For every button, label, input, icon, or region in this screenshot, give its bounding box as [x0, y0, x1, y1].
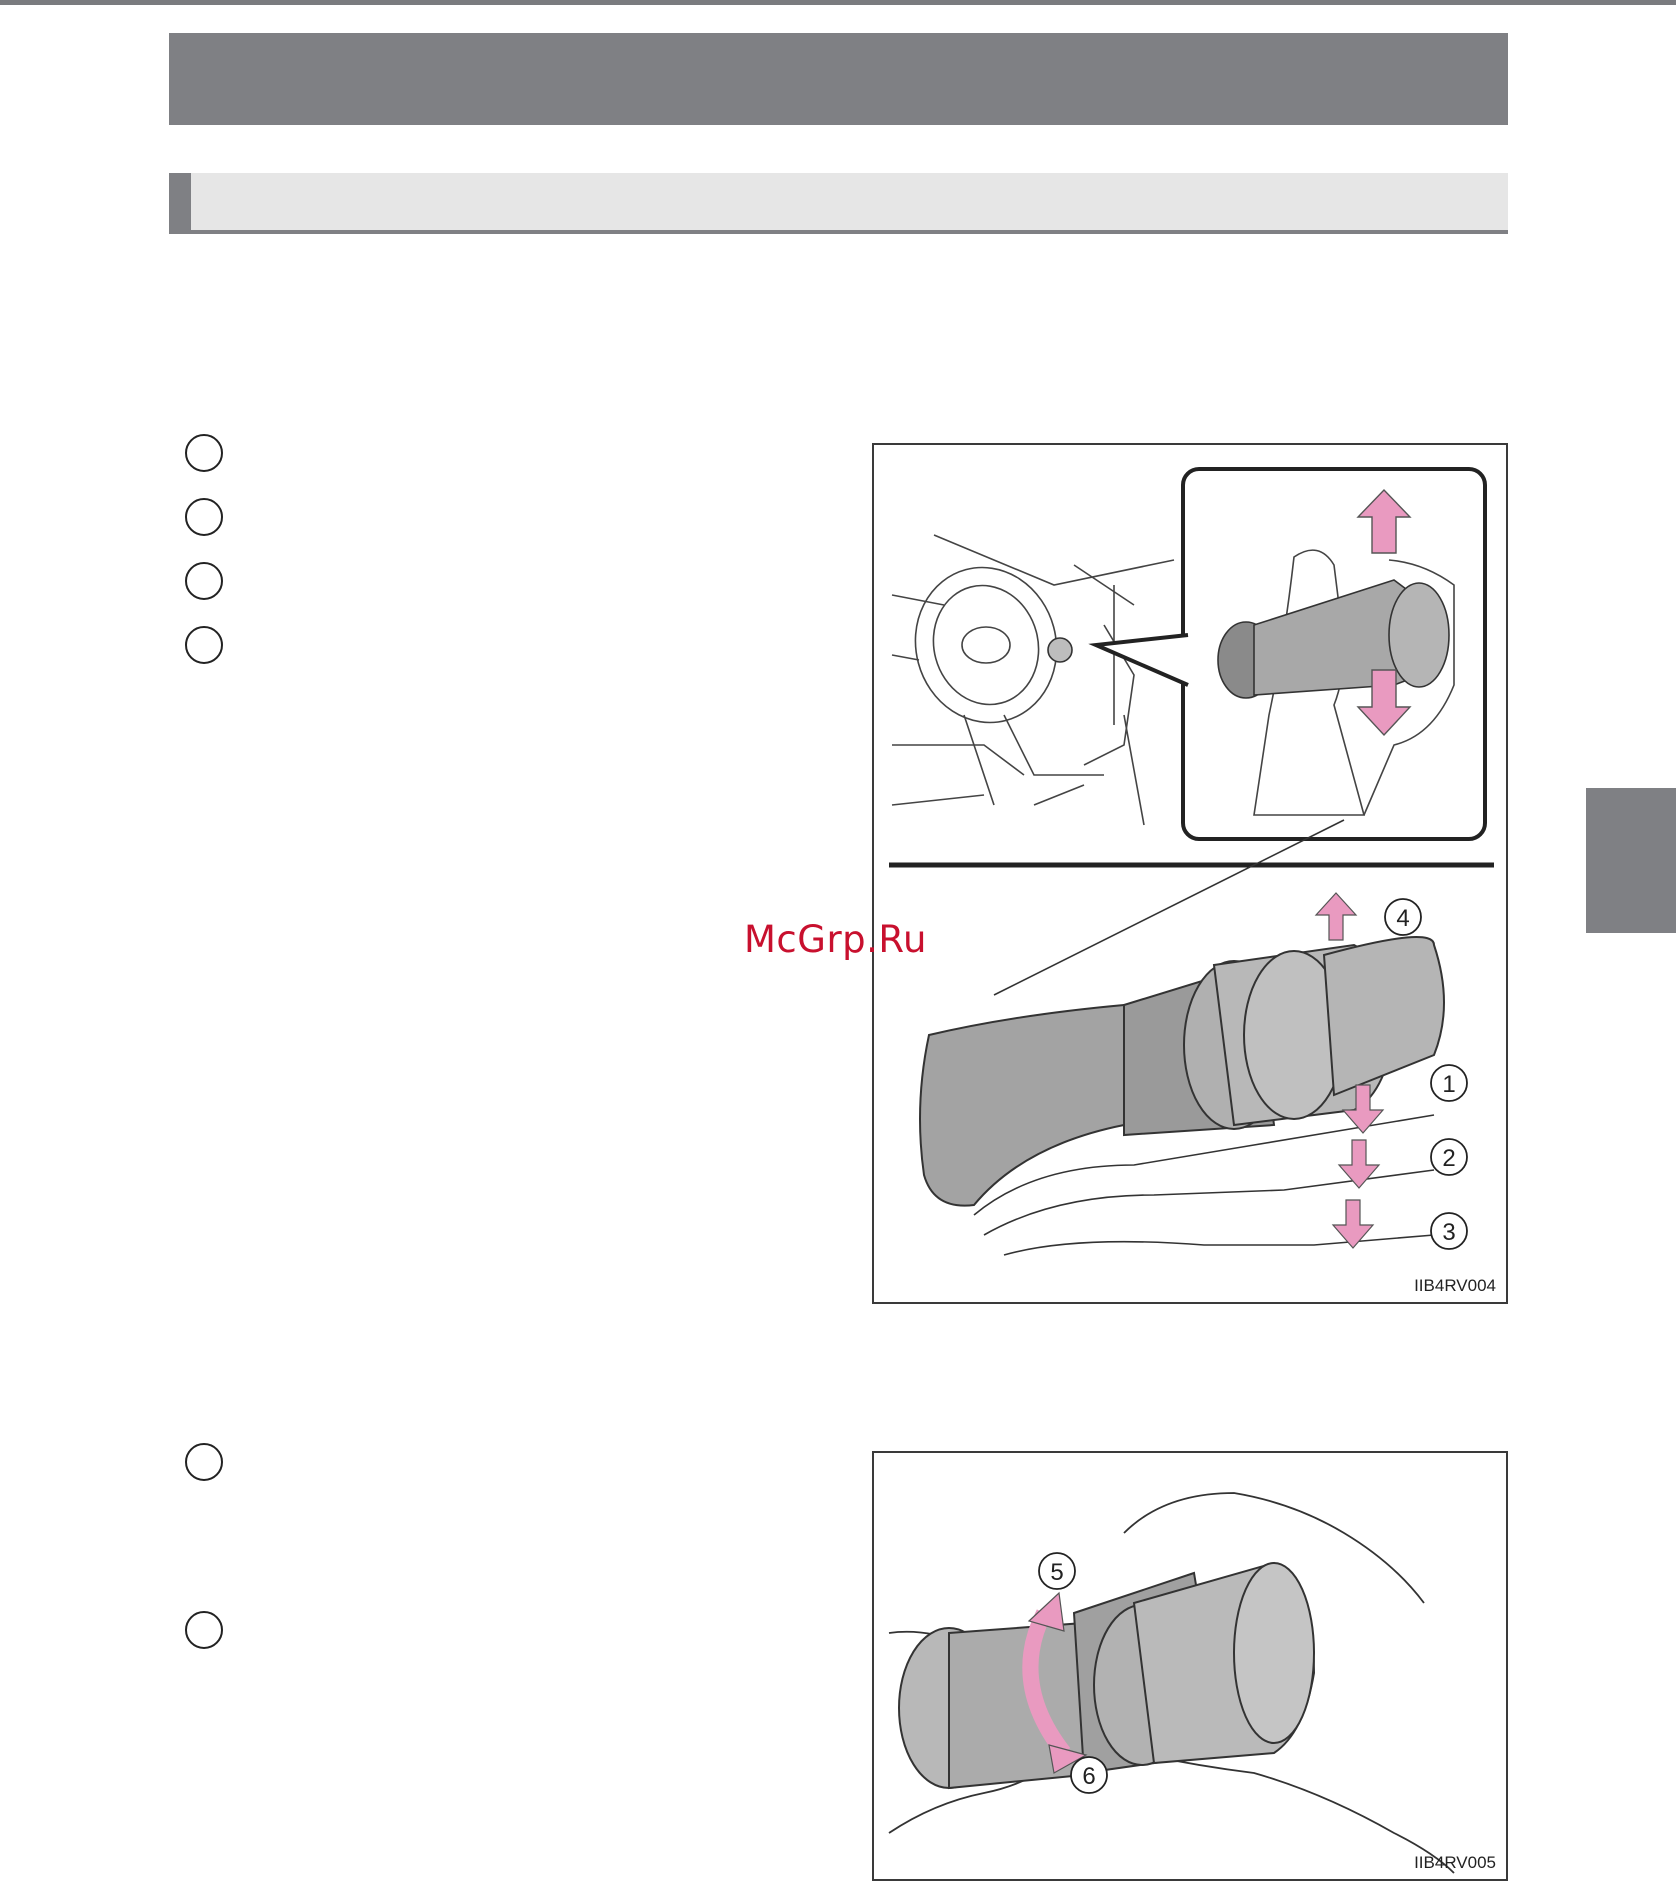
watermark: McGrp.Ru	[744, 918, 927, 961]
wiper-ring-illustration	[874, 1453, 1510, 1883]
car-interior-sketch	[892, 535, 1174, 825]
step-label-3: 3	[1442, 1219, 1456, 1246]
figure-code-2: IIB4RV005	[1414, 1853, 1496, 1872]
list-marker-3	[185, 562, 223, 600]
wiper-lever-illustration	[874, 445, 1510, 1306]
figure-wiper-ring-rotation	[872, 1451, 1508, 1881]
list-marker-5	[185, 1443, 223, 1481]
list-marker-4	[185, 626, 223, 664]
list-marker-2	[185, 498, 223, 536]
step-label-2: 2	[1442, 1145, 1456, 1172]
top-rule	[0, 0, 1676, 5]
section-heading-bar	[169, 173, 1508, 234]
section-heading-accent	[169, 173, 191, 230]
step-label-5: 5	[1050, 1559, 1064, 1586]
step-label-6: 6	[1082, 1763, 1096, 1790]
step-label-1: 1	[1442, 1071, 1456, 1098]
step-label-4: 4	[1396, 905, 1410, 932]
chapter-title-bar	[169, 33, 1508, 125]
chapter-side-tab	[1586, 788, 1676, 933]
list-marker-1	[185, 434, 223, 472]
list-marker-6	[185, 1611, 223, 1649]
figure-wiper-lever-operation	[872, 443, 1508, 1304]
figure-code-1: IIB4RV004	[1414, 1276, 1496, 1295]
